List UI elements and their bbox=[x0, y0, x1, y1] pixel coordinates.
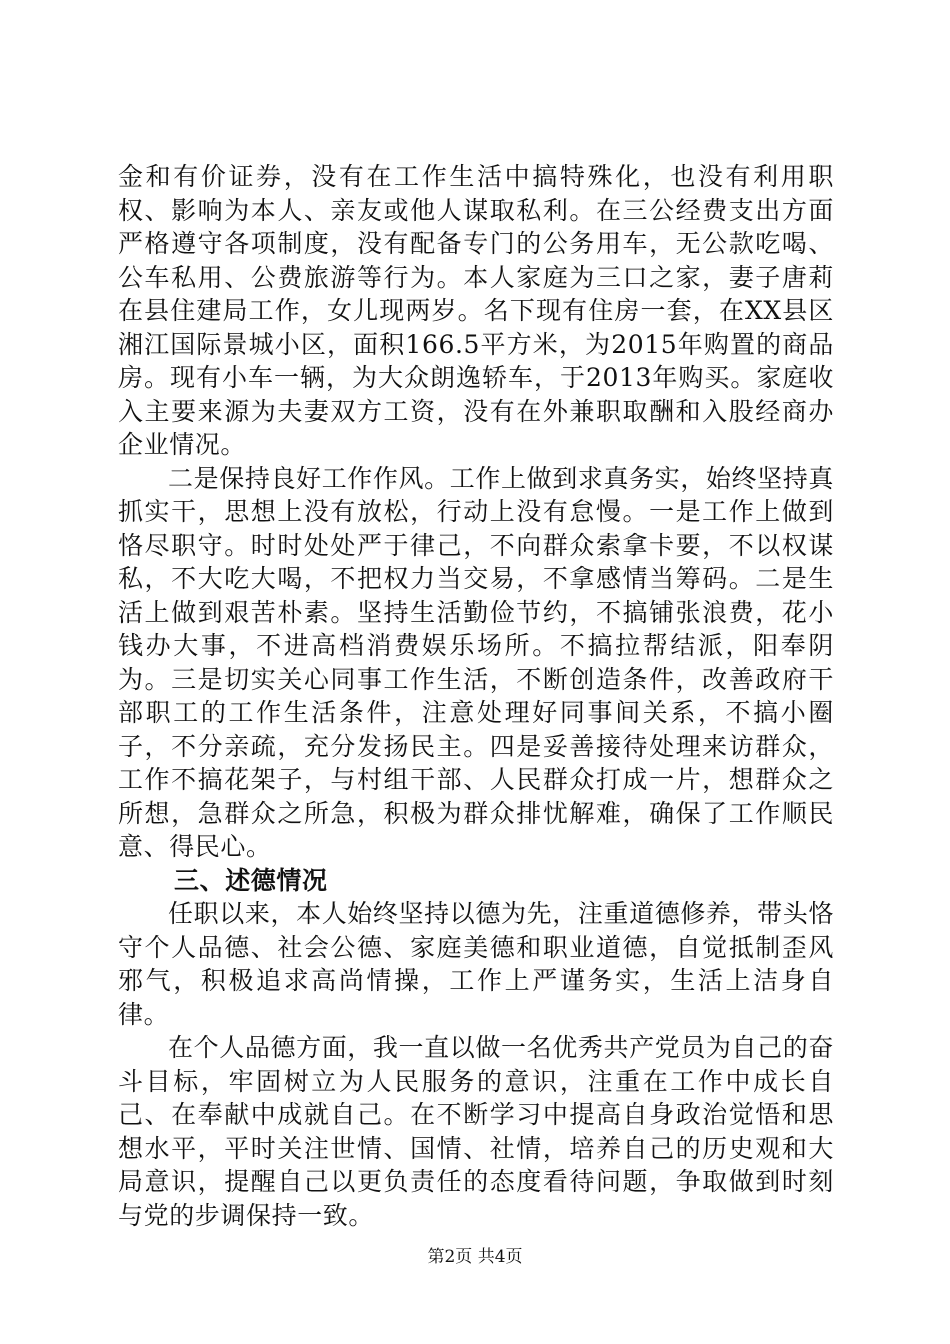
paragraph-ethics-intro: 任职以来，本人始终坚持以德为先，注重道德修养，带头恪守个人品德、社会公德、家庭美德和职业道德，自觉抵制歪风邪气，积极追求高尚情操，工作上严谨务实，生活上洁身自律。 bbox=[118, 899, 834, 1029]
document-body bbox=[118, 160, 834, 1232]
paragraph-personal-ethics: 在个人品德方面，我一直以做一名优秀共产党员为自己的奋斗目标，牢固树立为人民服务的意识，注重在工作中成长自己、在奉献中成就自己。在不断学习中提高自身政治觉悟和思想水平，平时关注世情、国情、社情，培养自己的历史观和大局意识，提醒自己以更负责任的态度看待问题，争取做到时刻与党的步调保持一致。 bbox=[118, 1033, 834, 1230]
paragraph-work-style: 二是保持良好工作作风。工作上做到求真务实，始终坚持真抓实干，思想上没有放松，行动上没有怠慢。一是工作上做到恪尽职守。时时处处严于律己，不向群众索拿卡要，不以权谋私，不大吃大喝，不把权力当交易，不拿感情当筹码。二是生活上做到艰苦朴素。坚持生活勤俭节约，不搞铺张浪费，花小钱办大事，不进高档消费娱乐场所。不搞拉帮结派，阳奉阴为。三是切实关心同事工作生活，不断创造条件，改善政府干部职工的工作生活条件，注意处理好同事间关系，不搞小圈子，不分亲疏，充分发扬民主。四是妥善接待处理来访群众，工作不搞花架子，与村组干部、人民群众打成一片，想群众之所想，急群众之所急，积极为群众排忧解难，确保了工作顺民意、得民心。 bbox=[118, 463, 834, 861]
paragraph-continuation: 金和有价证券，没有在工作生活中搞特殊化，也没有利用职权、影响为本人、亲友或他人谋取私利。在三公经费支出方面严格遵守各项制度，没有配备专门的公务用车，无公款吃喝、公车私用、公费旅游等行为。本人家庭为三口之家，妻子唐莉在县住建局工作，女儿现两岁。名下现有住房一套，在XX县区湘江国际景城小区，面积166.5平方米，为2015年购置的商品房。现有小车一辆，为大众朗逸轿车，于2013年购买。家庭收入主要来源为夫妻双方工资，没有在外兼职取酬和入股经商办企业情况。 bbox=[118, 162, 834, 459]
section-heading: 三、述德情况 bbox=[174, 865, 328, 895]
page-number-footer: 第2页 共4页 bbox=[427, 1247, 523, 1267]
